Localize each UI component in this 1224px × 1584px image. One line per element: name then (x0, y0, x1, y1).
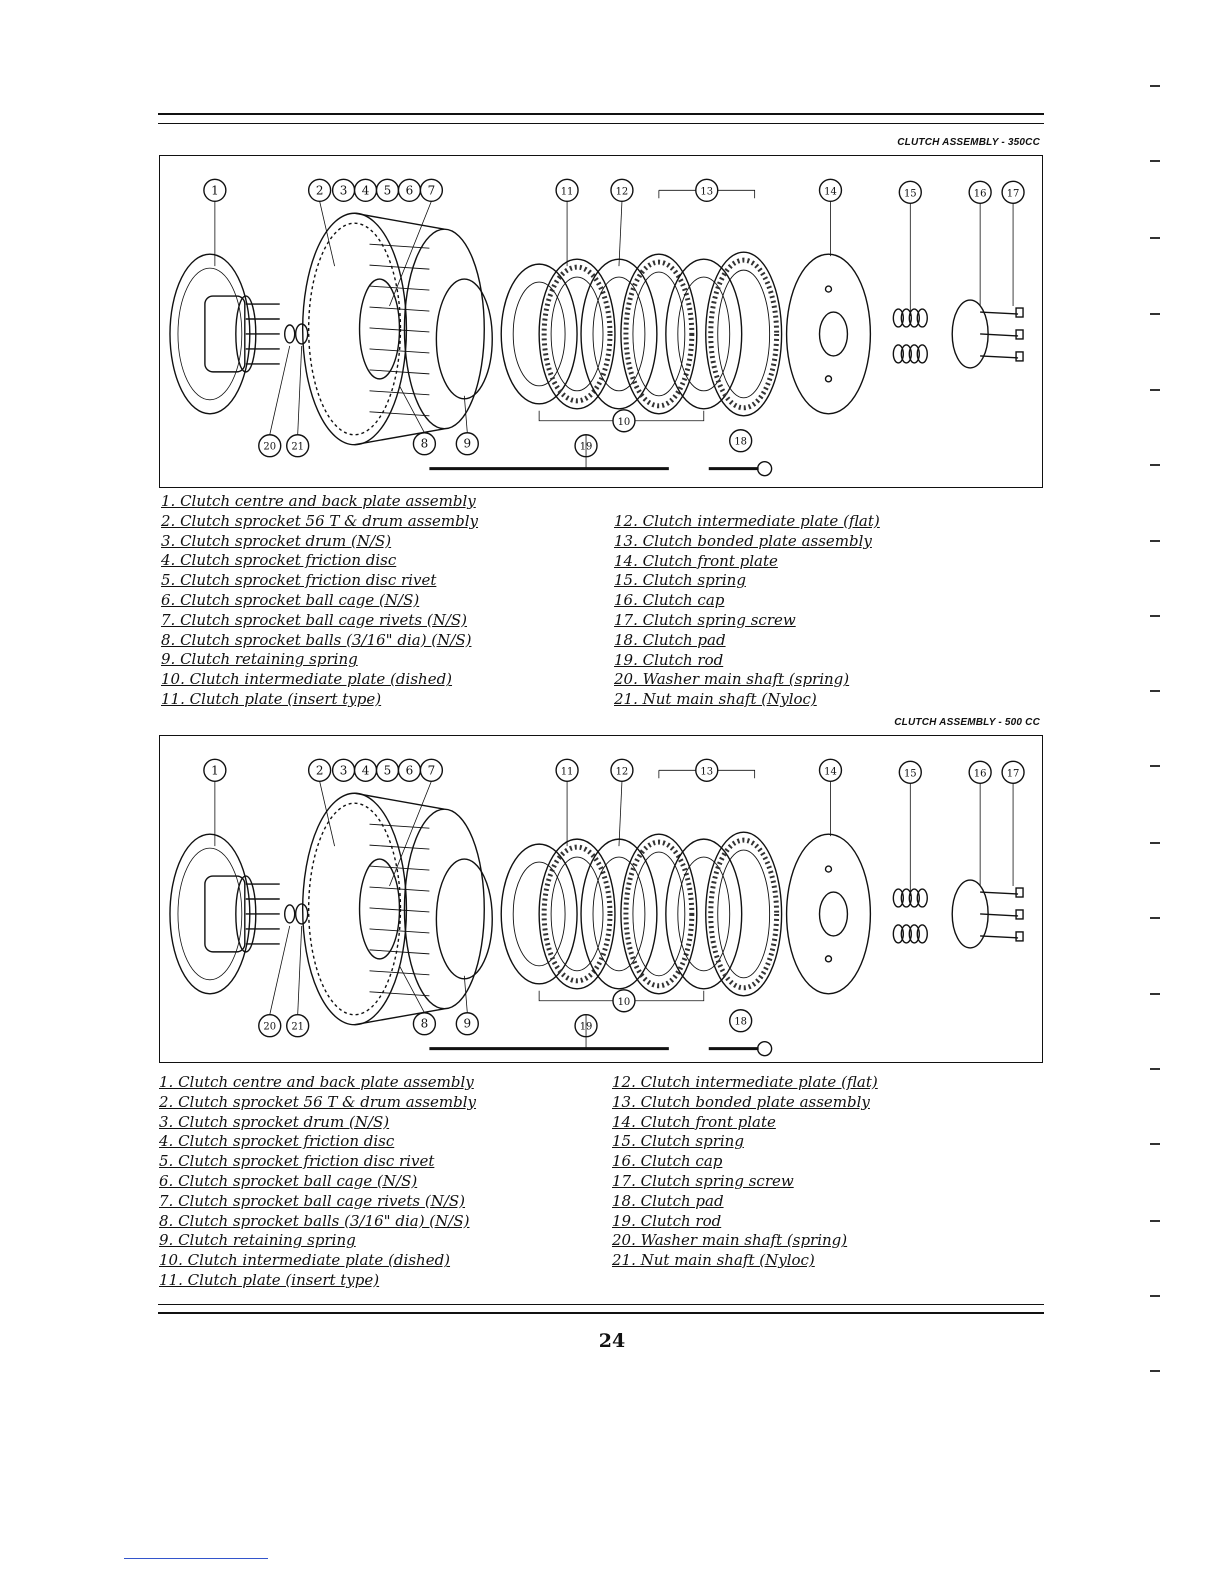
intermediate-plate-flat-bore (678, 277, 730, 391)
drum-slot (370, 866, 430, 870)
intermediate-plate-flat-bore (593, 857, 645, 971)
margin-mark (1150, 85, 1160, 87)
part-item: 19. Clutch rod (614, 650, 724, 669)
drum-slot (370, 244, 430, 248)
part-item: 4. Clutch sprocket friction disc (159, 1132, 395, 1151)
part-item: 7. Clutch sprocket ball cage rivets (N/S) (159, 1191, 466, 1210)
callout-label-10: 10 (617, 416, 631, 428)
callout-label-21: 21 (291, 441, 305, 453)
clutch-spring-screw (980, 936, 1018, 938)
callout-label-19: 19 (579, 1021, 593, 1033)
clutch-pad (758, 462, 772, 476)
margin-mark (1150, 160, 1160, 162)
callout-label-12: 12 (615, 186, 629, 198)
callout-label-7: 7 (427, 183, 436, 198)
callout-label-15: 15 (903, 188, 917, 200)
margin-mark (1150, 1068, 1160, 1070)
leader-line (270, 346, 290, 435)
washer-main-shaft (285, 325, 295, 343)
margin-mark (1150, 690, 1160, 692)
margin-mark (1150, 917, 1160, 919)
callout-label-21: 21 (291, 1021, 305, 1033)
drum-slot (370, 370, 430, 374)
exploded-view-drawing (160, 736, 1042, 1062)
margin-mark (1150, 615, 1160, 617)
callout-label-15: 15 (903, 768, 917, 780)
top-rule-thick (158, 113, 1044, 115)
part-item: 2. Clutch sprocket 56 T & drum assembly (161, 511, 479, 530)
section-caption-350: CLUTCH ASSEMBLY - 350CC (897, 137, 1040, 148)
parts-list-right-500 (612, 1073, 878, 1271)
clutch-pad (758, 1042, 772, 1056)
part-item: 2. Clutch sprocket 56 T & drum assembly (159, 1092, 477, 1111)
scan-line (124, 1558, 268, 1559)
bonded-plate-friction (711, 260, 777, 408)
margin-mark (1150, 540, 1160, 542)
clutch-spring-screw (980, 312, 1018, 314)
drum-slot (370, 412, 430, 416)
front-plate-hole (825, 956, 831, 962)
leader-line (619, 201, 622, 266)
drawing-group (170, 759, 1024, 1055)
callout-label-11: 11 (560, 766, 574, 778)
clutch-spring-screw (980, 892, 1018, 894)
bonded-plate-bore (718, 850, 770, 978)
leader-line (298, 346, 302, 435)
part-item: 20. Washer main shaft (spring) (612, 1231, 848, 1250)
leader-line (298, 926, 302, 1015)
front-plate-hole (825, 286, 831, 292)
part-item: 12. Clutch intermediate plate (flat) (614, 512, 880, 530)
leader-line (270, 926, 290, 1015)
bonded-plate (621, 834, 697, 994)
part-item: 6. Clutch sprocket ball cage (N/S) (161, 590, 420, 609)
part-item: 1. Clutch centre and back plate assembly (159, 1073, 474, 1091)
part-item: 21. Nut main shaft (Nyloc) (612, 1251, 815, 1270)
margin-mark (1150, 842, 1160, 844)
nut-main-shaft (296, 904, 308, 924)
margin-mark (1150, 765, 1160, 767)
part-item: 15. Clutch spring (612, 1132, 744, 1151)
part-item: 18. Clutch pad (614, 630, 726, 649)
callout-label-17: 17 (1006, 188, 1020, 200)
part-item: 5. Clutch sprocket friction disc rivet (161, 571, 437, 590)
margin-mark (1150, 1143, 1160, 1145)
margin-mark (1150, 237, 1160, 239)
callout-label-20: 20 (263, 1021, 277, 1033)
top-rule-thin (158, 123, 1044, 124)
bottom-rule-thick (158, 1312, 1044, 1314)
drum-slot (370, 992, 430, 996)
intermediate-plate-flat-bore (678, 857, 730, 971)
back-plate (170, 254, 250, 414)
part-item: 11. Clutch plate (insert type) (159, 1270, 380, 1289)
margin-mark (1150, 993, 1160, 995)
callout-label-8: 8 (420, 1016, 429, 1031)
back-plate-inner (178, 268, 242, 400)
callout-label-1: 1 (211, 183, 219, 198)
margin-mark (1150, 1295, 1160, 1297)
bonded-plate-friction (626, 842, 692, 986)
part-item: 7. Clutch sprocket ball cage rivets (N/S) (161, 610, 468, 629)
part-item: 17. Clutch spring screw (614, 610, 796, 629)
callout-label-5: 5 (383, 763, 392, 778)
margin-mark (1150, 464, 1160, 466)
front-plate (787, 834, 871, 994)
clutch-spring-screw (980, 334, 1018, 336)
part-item: 6. Clutch sprocket ball cage (N/S) (159, 1171, 418, 1190)
part-item: 11. Clutch plate (insert type) (161, 689, 382, 708)
intermediate-plate-flat (666, 259, 742, 409)
callout-label-3: 3 (339, 183, 348, 198)
part-item: 19. Clutch rod (612, 1211, 722, 1230)
callout-label-19: 19 (579, 441, 593, 453)
leader-line (619, 781, 622, 846)
part-item: 12. Clutch intermediate plate (flat) (612, 1073, 878, 1091)
callout-label-16: 16 (973, 188, 987, 200)
screw-head (1016, 330, 1023, 339)
drawing-group (170, 179, 1024, 475)
callout-label-8: 8 (420, 436, 429, 451)
callout-label-6: 6 (405, 763, 414, 778)
part-item: 9. Clutch retaining spring (159, 1231, 356, 1250)
bonded-plate (706, 252, 782, 416)
bonded-plate-friction (711, 840, 777, 988)
part-item: 8. Clutch sprocket balls (3/16" dia) (N/S) (159, 1211, 470, 1230)
drum-slot (370, 391, 430, 395)
callout-label-9: 9 (463, 1016, 472, 1031)
part-item: 16. Clutch cap (612, 1152, 723, 1171)
sprocket-drum-back (404, 809, 484, 1009)
part-item: 15. Clutch spring (614, 571, 746, 590)
sprocket-drum-back (404, 229, 484, 429)
part-item: 10. Clutch intermediate plate (dished) (159, 1251, 451, 1270)
part-item: 13. Clutch bonded plate assembly (614, 531, 872, 550)
bonded-plate-bore (633, 272, 685, 396)
part-item: 17. Clutch spring screw (612, 1171, 794, 1190)
part-item: 14. Clutch front plate (612, 1112, 776, 1131)
callout-label-4: 4 (361, 763, 370, 778)
callout-label-9: 9 (463, 436, 472, 451)
callout-label-11: 11 (560, 186, 574, 198)
leader-line (320, 781, 335, 846)
front-plate-boss (820, 892, 848, 936)
washer-main-shaft (285, 905, 295, 923)
section-caption-500: CLUTCH ASSEMBLY - 500 CC (894, 717, 1040, 728)
bottom-rule-thin (158, 1304, 1044, 1305)
leader-line (389, 201, 431, 306)
drum-slot (370, 286, 430, 290)
clutch-diagram-350 (159, 155, 1043, 488)
front-plate-boss (820, 312, 848, 356)
callout-label-16: 16 (973, 768, 987, 780)
callout-label-13: 13 (700, 186, 714, 198)
callout-label-13: 13 (700, 766, 714, 778)
parts-list-left-350 (161, 492, 478, 710)
part-item: 1. Clutch centre and back plate assembly (161, 492, 476, 510)
leader-line (320, 201, 335, 266)
part-item: 4. Clutch sprocket friction disc (161, 551, 397, 570)
part-item: 3. Clutch sprocket drum (N/S) (159, 1112, 390, 1131)
part-item: 13. Clutch bonded plate assembly (612, 1092, 870, 1111)
part-item: 21. Nut main shaft (Nyloc) (614, 690, 817, 709)
bonded-plate (706, 832, 782, 996)
callout-label-17: 17 (1006, 768, 1020, 780)
front-plate-hole (825, 866, 831, 872)
screw-head (1016, 932, 1023, 941)
margin-mark (1150, 1370, 1160, 1372)
part-item: 18. Clutch pad (612, 1191, 724, 1210)
callout-label-2: 2 (315, 183, 324, 198)
callout-label-14: 14 (824, 186, 837, 198)
screw-head (1016, 308, 1023, 317)
part-item: 20. Washer main shaft (spring) (614, 670, 850, 689)
margin-mark (1150, 313, 1160, 315)
part-item: 16. Clutch cap (614, 591, 725, 610)
drum-slot (370, 971, 430, 975)
drum-slot (370, 824, 430, 828)
callout-label-12: 12 (615, 766, 629, 778)
bonded-plate-bore (718, 270, 770, 398)
callout-label-18: 18 (734, 436, 748, 448)
intermediate-plate-flat (666, 839, 742, 989)
callout-label-1: 1 (211, 763, 219, 778)
callout-label-7: 7 (427, 763, 436, 778)
callout-label-20: 20 (263, 441, 277, 453)
part-item: 9. Clutch retaining spring (161, 650, 358, 669)
callout-label-3: 3 (339, 763, 348, 778)
callout-label-2: 2 (315, 763, 324, 778)
callout-label-6: 6 (405, 183, 414, 198)
callout-label-10: 10 (617, 996, 631, 1008)
part-item: 8. Clutch sprocket balls (3/16" dia) (N/S) (161, 630, 472, 649)
intermediate-plate-flat-bore (593, 277, 645, 391)
clutch-spring-screw (980, 356, 1018, 358)
clutch-spring-screw (980, 914, 1018, 916)
screw-head (1016, 910, 1023, 919)
callout-label-5: 5 (383, 183, 392, 198)
front-plate (787, 254, 871, 414)
margin-mark (1150, 1220, 1160, 1222)
back-plate (170, 834, 250, 994)
part-item: 10. Clutch intermediate plate (dished) (161, 670, 453, 689)
bonded-plate-bore (633, 852, 685, 976)
leader-line (389, 781, 431, 886)
callout-label-14: 14 (824, 766, 837, 778)
front-plate-hole (825, 376, 831, 382)
screw-head (1016, 352, 1023, 361)
part-item: 14. Clutch front plate (614, 551, 778, 570)
screw-head (1016, 888, 1023, 897)
part-item: 5. Clutch sprocket friction disc rivet (159, 1152, 435, 1171)
callout-label-18: 18 (734, 1016, 748, 1028)
part-item: 3. Clutch sprocket drum (N/S) (161, 531, 392, 550)
callout-label-4: 4 (361, 183, 370, 198)
clutch-diagram-500 (159, 735, 1043, 1063)
bonded-plate-friction (626, 262, 692, 406)
drum-slot (370, 950, 430, 954)
bonded-plate (621, 254, 697, 414)
nut-main-shaft (296, 324, 308, 344)
exploded-view-drawing (160, 156, 1042, 487)
parts-list-left-500 (159, 1073, 476, 1291)
parts-list-right-350 (614, 512, 880, 710)
page-number: 24 (598, 1330, 626, 1352)
margin-mark (1150, 389, 1160, 391)
back-plate-inner (178, 848, 242, 980)
